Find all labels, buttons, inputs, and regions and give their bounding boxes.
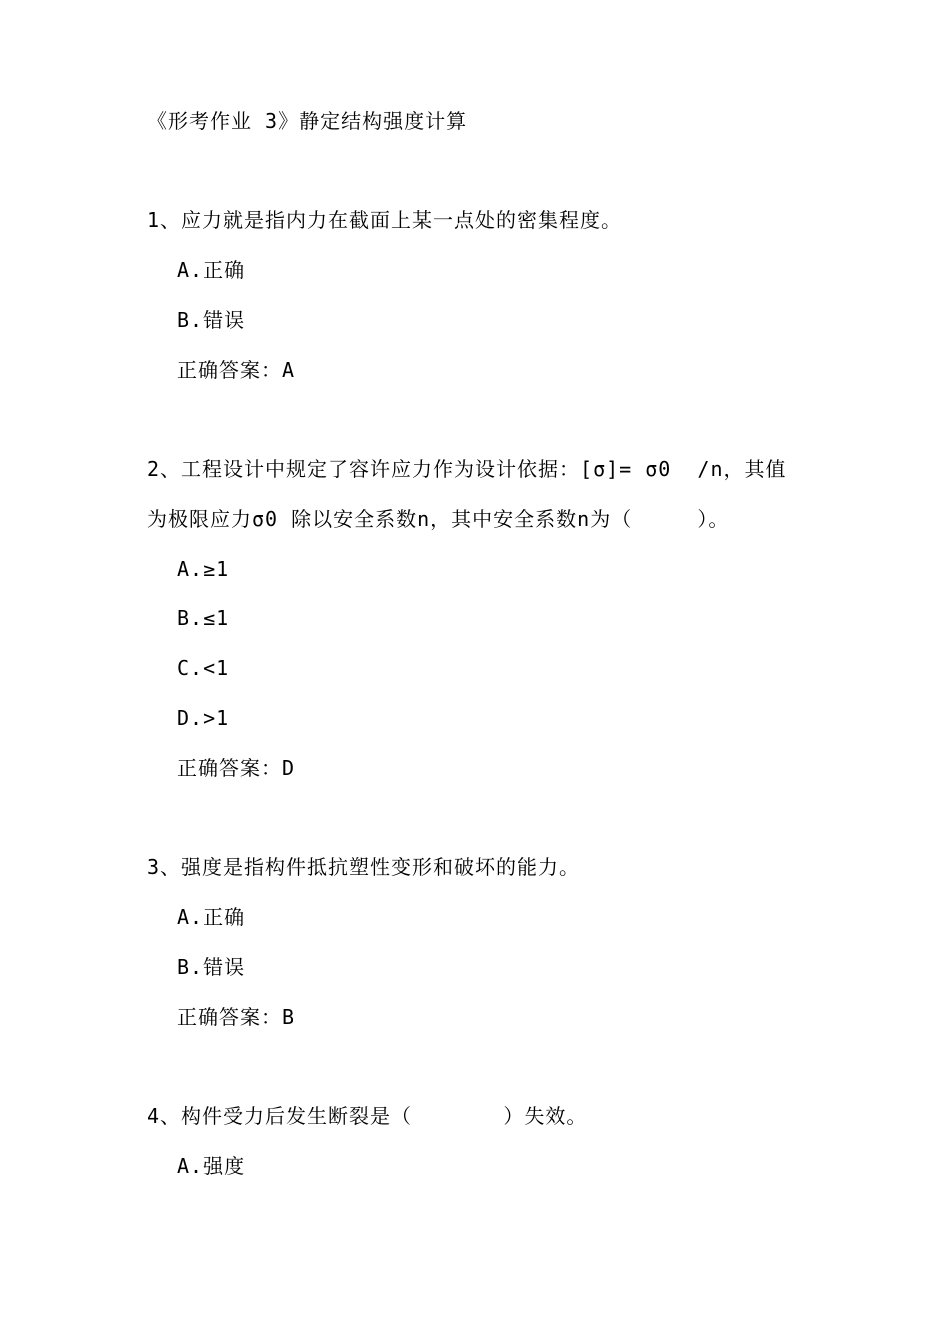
question-2-stem-line-2: 为极限应力σ0 除以安全系数n，其中安全系数n为（ ）。 xyxy=(147,507,730,531)
question-4-option-a: A.强度 xyxy=(177,1154,246,1178)
question-1-option-a: A.正确 xyxy=(177,258,246,282)
question-3-answer: 正确答案：B xyxy=(177,1005,296,1029)
document-title: 《形考作业 3》静定结构强度计算 xyxy=(147,109,468,133)
question-2-option-a: A.≥1 xyxy=(177,557,230,581)
question-4-stem: 4、构件受力后发生断裂是（ ）失效。 xyxy=(147,1104,588,1128)
question-2-option-b: B.≤1 xyxy=(177,606,230,630)
question-3-option-a: A.正确 xyxy=(177,905,246,929)
question-1-answer: 正确答案：A xyxy=(177,358,296,382)
question-1-stem: 1、应力就是指内力在截面上某一点处的密集程度。 xyxy=(147,208,623,232)
question-1-option-b: B.错误 xyxy=(177,308,246,332)
question-2-answer: 正确答案：D xyxy=(177,756,296,780)
question-3-option-b: B.错误 xyxy=(177,955,246,979)
question-2-stem-line-1: 2、工程设计中规定了容许应力作为设计依据：[σ]= σ0 /n，其值 xyxy=(147,457,787,481)
question-2-option-d: D.>1 xyxy=(177,706,230,730)
question-3-stem: 3、强度是指构件抵抗塑性变形和破坏的能力。 xyxy=(147,855,581,879)
question-2-option-c: C.<1 xyxy=(177,656,230,680)
